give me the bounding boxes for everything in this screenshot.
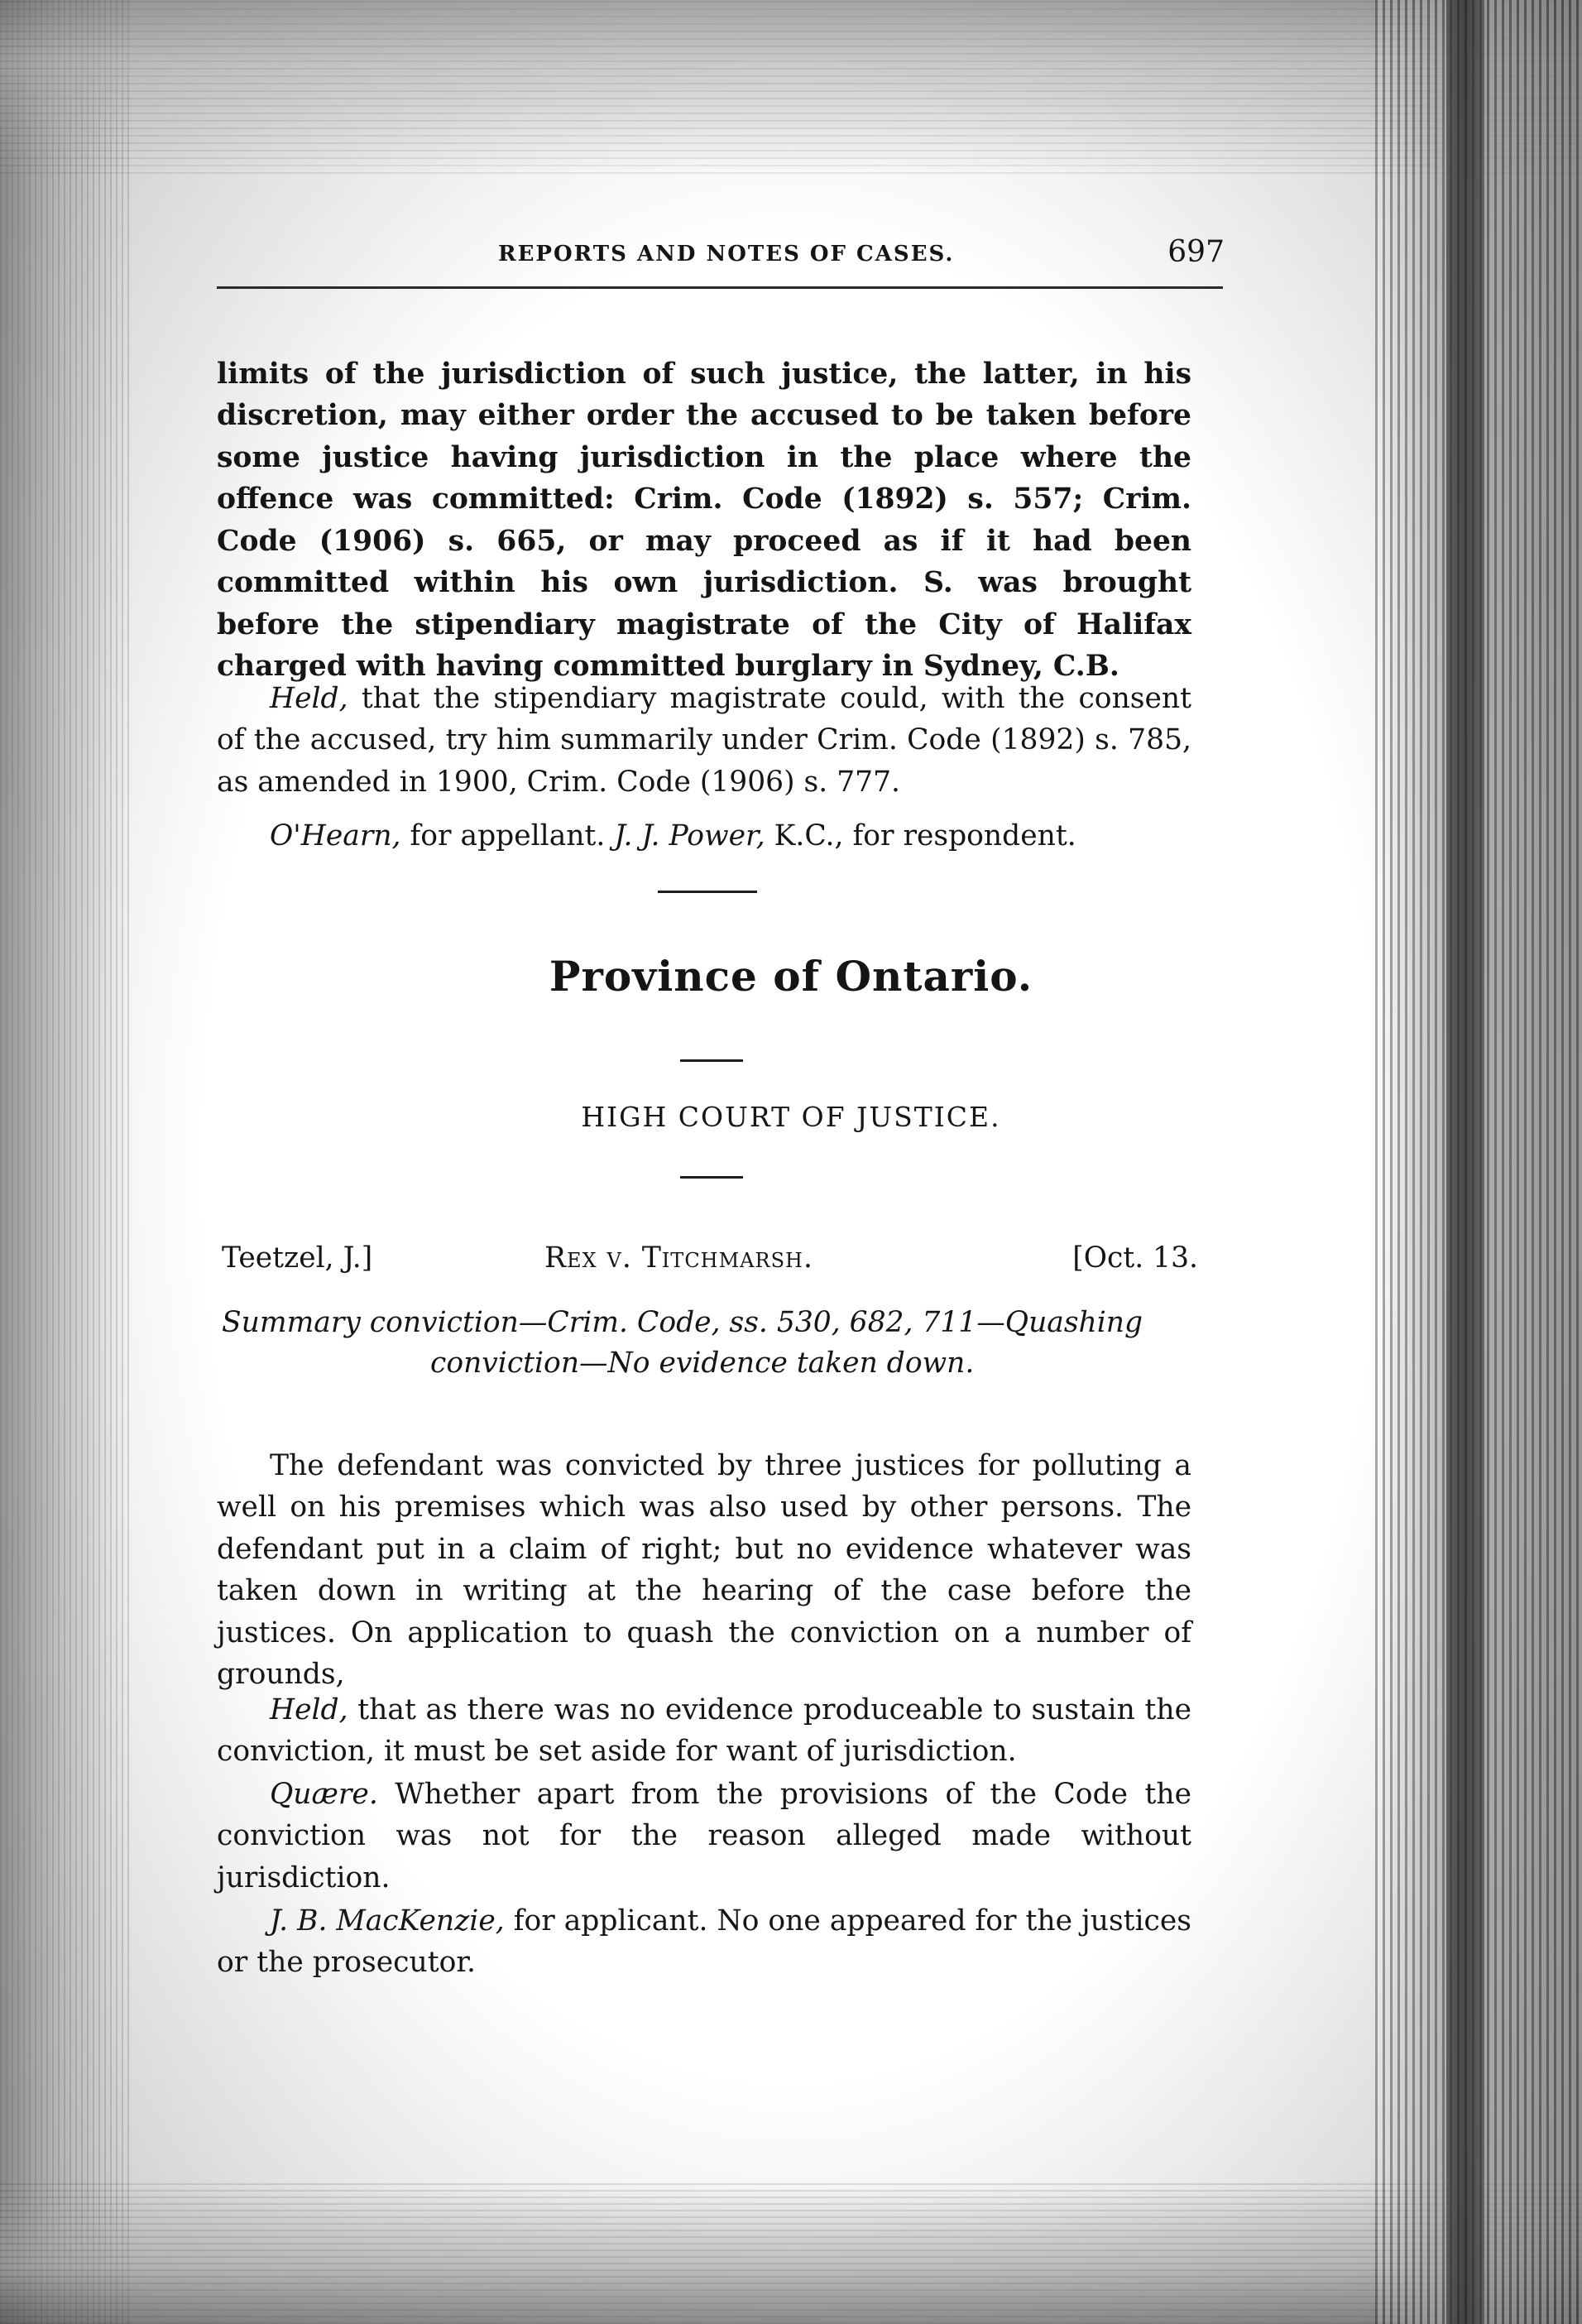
case-caption bbox=[222, 1241, 1198, 1283]
quaere-text: Whether apart from the provisions of the Code the conviction was not for the reason alleged made without jurisdiction. bbox=[217, 1777, 1191, 1894]
held-text: that the stipendiary magistrate could, with the consent of the accused, try him summarily under Crim. Code (1892) s. 785, as amended in 1900, Crim. Code (1906) s. 777. bbox=[217, 681, 1191, 799]
case-date: [Oct. 13. bbox=[1072, 1241, 1198, 1275]
court-heading: HIGH COURT OF JUSTICE. bbox=[581, 1101, 1001, 1133]
quaere-label: Quære. bbox=[270, 1777, 378, 1811]
headnote-line-2: conviction—No evidence taken down. bbox=[430, 1347, 975, 1380]
respondent-counsel-name: J. J. Power, bbox=[614, 819, 765, 852]
running-head-title: REPORTS AND NOTES OF CASES. bbox=[498, 242, 955, 266]
counsel-line-1 bbox=[217, 815, 1191, 857]
section-divider bbox=[680, 1176, 743, 1179]
running-head-rule bbox=[217, 286, 1223, 289]
province-heading: Province of Ontario. bbox=[549, 952, 1033, 1001]
held-label: Held, bbox=[270, 681, 348, 715]
case-judge: Teetzel, J.] bbox=[222, 1241, 373, 1275]
held-text: that as there was no evidence produceable to sustain the conviction, it must be set aside for want of jurisdiction. bbox=[217, 1693, 1191, 1768]
case-name: Rex v. Titchmarsh. bbox=[544, 1241, 813, 1275]
applicant-counsel-name: J. B. MacKenzie, bbox=[270, 1904, 505, 1937]
appellant-counsel-text: for appellant. bbox=[400, 819, 615, 852]
section-divider bbox=[658, 891, 757, 893]
quaere-paragraph bbox=[217, 1774, 1191, 1899]
section-divider bbox=[680, 1059, 743, 1062]
headnote-line-1: Summary conviction—Crim. Code, ss. 530, 682, 711—Quashing bbox=[222, 1306, 1143, 1339]
held-paragraph-1 bbox=[217, 678, 1191, 804]
running-head bbox=[215, 233, 1225, 275]
held-label: Held, bbox=[270, 1693, 348, 1726]
continued-headnote-paragraph: limits of the jurisdiction of such justice, the latter, in his discretion, may either order the accused to be taken before some justice having jurisdiction in the place where the offence was committed: Crim. Code (1892) s. 557; Crim. Code (1906) s. 665, or may proceed as if it had been committed within his own jurisdiction. S. was brought before the stipendiary magistrate of the City of Halifax charged with having committed burglary in Sydney, C.B. bbox=[217, 357, 1191, 683]
respondent-counsel-text: K.C., for respondent. bbox=[765, 819, 1076, 852]
case-headnote bbox=[222, 1303, 1198, 1384]
facts-paragraph: The defendant was convicted by three justices for polluting a well on his premises which was also used by other persons. The defendant put in a claim of right; but no evidence whatever was taken down in writing at the hearing of the case before the justices. On application to quash the conviction on a number of grounds, bbox=[217, 1448, 1191, 1691]
held-paragraph-2 bbox=[217, 1689, 1191, 1773]
appellant-counsel-name: O'Hearn, bbox=[270, 819, 401, 852]
page-number: 697 bbox=[1167, 235, 1225, 269]
applicant-counsel-text: for applicant. No one appeared for the justices or the prosecutor. bbox=[217, 1904, 1191, 1979]
counsel-line-2 bbox=[217, 1900, 1191, 1984]
